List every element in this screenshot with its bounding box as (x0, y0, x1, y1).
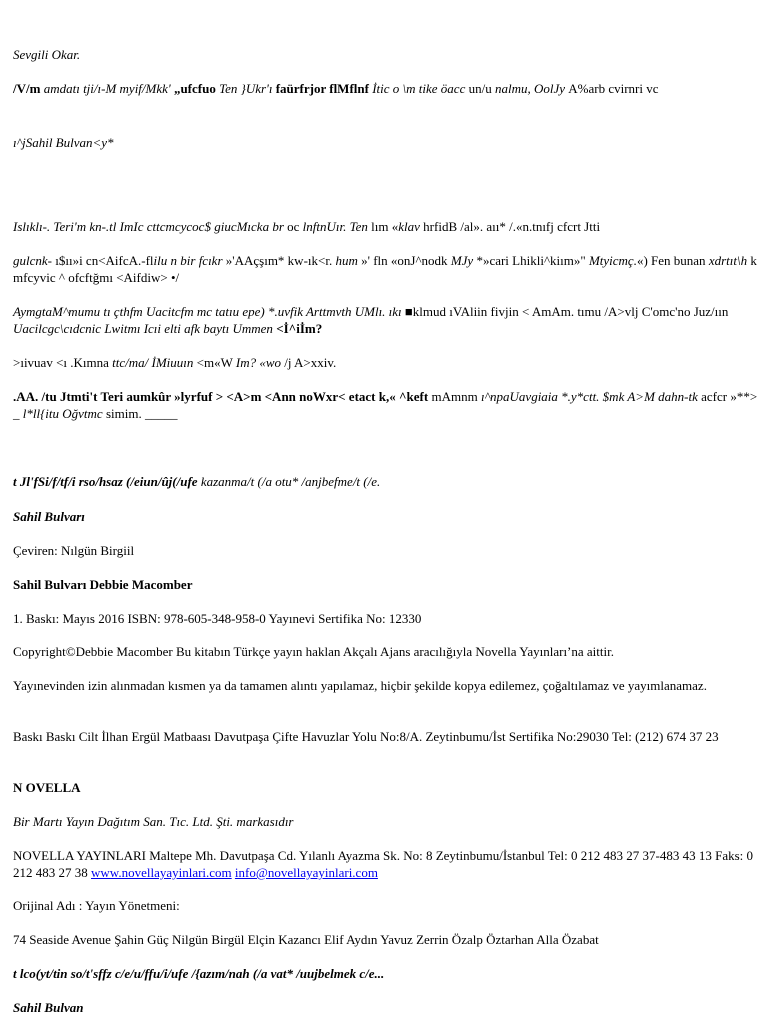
edition-isbn-line (13, 610, 761, 627)
text-span: NOVELLA YAYINLARI Maltepe Mh. Davutpaşa Cd. Yılanlı Ayazma Sk. No: 8 Zeytinbumu/İstanbul Tel: 0 212 483 27 37-483 43 13 Faks: 0 212 483 27 38 (13, 848, 754, 880)
publisher-address (13, 847, 761, 881)
text-span: /V/m (13, 81, 44, 96)
publisher-brand-line (13, 813, 761, 830)
rights-notice (13, 677, 761, 694)
text-span: kazanma/t (/a otu* /anjbefme/t (/e. (200, 474, 381, 489)
link[interactable]: info@novellayayinlari.com (234, 865, 378, 880)
text-span: »'AAçşım* kw-ık<r. (225, 253, 336, 268)
text-span: t lco(yt/tin so/t'sffz c/e/u/ffu/i/ufe /{azım/nah (/a vat* /uujbelmek c/e... (13, 966, 385, 981)
text-span: ■klmud ıVAliin fivjin < AmAm. tımu /A>vlj C'omc'no Juz/ıın (404, 304, 729, 319)
text-span: ilu n bir fcıkr (153, 253, 226, 268)
paragraph-body-3 (13, 303, 761, 337)
text-span: un/u (468, 81, 495, 96)
text-span: İtic o \m tike öacc (372, 81, 469, 96)
text-span: l*ll{itu Oğvtmc (22, 406, 106, 421)
text-span: Mlı. ıkı (364, 304, 405, 319)
text-span: faürfrjor flMflnf (275, 81, 373, 96)
paragraph-body-5 (13, 388, 761, 422)
text-span: Sahil Bulvarı Debbie Macomber (13, 577, 193, 592)
text-span: Çeviren: Nılgün Birgiil (13, 543, 135, 558)
text-span: »' fln «onJ^nodk (361, 253, 451, 268)
text-span: Sevgili Okar. (13, 47, 81, 62)
original-title-label (13, 897, 761, 914)
text-span: nalmu, OolJy (494, 81, 569, 96)
text-span: 74 Seaside Avenue Şahin Güç Nilgün Birgül Elçin Kazancı Elif Aydın Yavuz Zerrin Özalp Öztarhan Alla Özabat (13, 932, 599, 947)
text-span: Im? «wo (235, 355, 285, 370)
text-span: >ıivuav <ı .Kımna (13, 355, 113, 370)
translator-line (13, 542, 761, 559)
text-span: Orijinal Adı : Yayın Yönetmeni: (13, 898, 180, 913)
book-title-2 (13, 999, 761, 1016)
paragraph-body-1 (13, 218, 761, 235)
text-span: „ufcfuo (173, 81, 220, 96)
text-span: simim. _____ (105, 406, 178, 421)
printing-info (13, 728, 761, 745)
text-span: hum (335, 253, 362, 268)
text-span: <İ^iİm? (276, 321, 323, 336)
text-span: hrfidB /al». aıı* /.«n.tnıfj cfcrt Jtti (423, 219, 601, 234)
text-span: Uacilcgc\cıdcnic Lwitmı Icıi elti afk baytı Ummen (13, 321, 277, 336)
text-span: mAmnm (431, 389, 481, 404)
staff-line (13, 931, 761, 948)
text-span: Ten }Ukr'ı (219, 81, 276, 96)
text-span: Sahil Bulvan (13, 1000, 84, 1015)
paragraph-body-4 (13, 354, 761, 371)
publisher-logo-text (13, 779, 761, 796)
text-span: Copyright©Debbie Macomber Bu kitabın Türkçe yayın haklan Akçalı Ajans aracılığıyla Novella Yayınları’na aittir. (13, 644, 614, 659)
text-span: 1. Baskı: Mayıs 2016 ISBN: 978-605-348-958-0 Yayınevi Sertifika No: 12330 (13, 611, 422, 626)
text-span: ı^jSahil Bulvan<y* (13, 135, 114, 150)
text-span: AymgtaM^mumu tı çthfm Uacitcfm mc tatıu epe) *.uvfik Arttmvth U (13, 304, 365, 319)
text-span: Yayınevinden izin alınmadan kısmen ya da tamamen alıntı yapılamaz, hiçbir şekilde kopya edilemez, çoğaltılamaz ve yayımlanamaz. (13, 678, 707, 693)
text-span: klav (398, 219, 424, 234)
text-span: Bir Martı Yayın Dağıtım San. Tıc. Ltd. Şti. markasıdır (13, 814, 294, 829)
text-span: ı^npaUavgiaia *.y*ctt. $mk A>M dahn-tk (480, 389, 702, 404)
text-span: *»cari Lhikli^kiım»" (476, 253, 589, 268)
text-span: Islıklı-. Teri'm kn-.tl ImIc cttcmcycoc$ giucMıcka br (13, 219, 288, 234)
text-span: k mfcyvic ^ ofcftğmı <Aifdiw> •/ (13, 253, 757, 285)
link[interactable]: www.novellayayinlari.com (91, 865, 232, 880)
copyright-line (13, 643, 761, 660)
paragraph-title-line (13, 134, 761, 151)
text-span: «) Fen bunan (636, 253, 709, 268)
paragraph-body-2 (13, 252, 761, 286)
text-span: acfcr »**> _ (13, 389, 758, 421)
paragraph-dedication (13, 473, 761, 490)
text-span: oc (287, 219, 303, 234)
text-span: ttc/ma/ İMiuuın (112, 355, 197, 370)
text-span: ı$ıı»i cn<AifcA.-fl (55, 253, 154, 268)
text-span: MJy (450, 253, 477, 268)
title-author-line (13, 576, 761, 593)
text-span: gulcnk- (13, 253, 56, 268)
text-span: Sahil Bulvarı (13, 509, 85, 524)
text-span: Baskı Baskı Cilt İlhan Ergül Matbaası Davutpaşa Çifte Havuzlar Yolu No:8/A. Zeytinbumu/İst Sertifika No:29030 Tel: (212) 674 37 23 (13, 729, 719, 744)
text-span: amdatı tji/ı-M myif/Mkk' (43, 81, 174, 96)
paragraph-intro (13, 80, 761, 97)
text-span: N OVELLA (13, 780, 81, 795)
book-title (13, 508, 761, 525)
paragraph-dedication-2 (13, 965, 761, 982)
text-span: A%arb cvirnri vc (568, 81, 659, 96)
text-span: lnftnUır. Ten (302, 219, 372, 234)
text-span: /j A>xxiv. (284, 355, 337, 370)
text-span: <m«W (196, 355, 236, 370)
text-span: t Jl'fSi/f/tf/i rso/hsaz (/eiun/ûj(/ufe (13, 474, 201, 489)
paragraph-greeting (13, 46, 761, 63)
text-span: Mtyicmç. (588, 253, 637, 268)
text-span: lım « (371, 219, 399, 234)
text-span: .AA. /tu Jtmti't Teri aumkûr »lyrfuf > <A>m <Ann noWxr< etact k,« ^keft (13, 389, 432, 404)
text-span: xdrtıt\h (708, 253, 751, 268)
